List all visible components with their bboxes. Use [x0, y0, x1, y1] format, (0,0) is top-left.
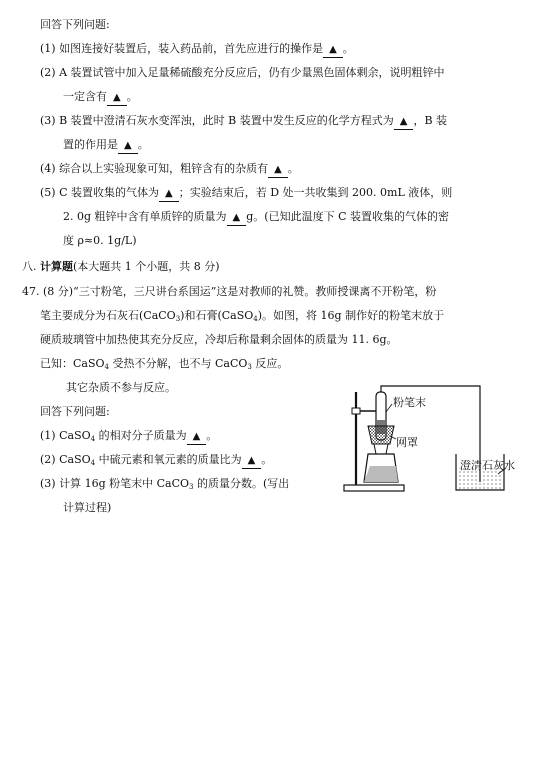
label-gauze: 网罩	[396, 436, 418, 449]
question-2-cont: 一定含有 ▲ 。	[63, 90, 138, 106]
q47-sub3: (3) 计算 16g 粉笔末中 CaCO$_3$ 的质量分数。(写出	[40, 477, 290, 491]
q47-line2: 笔主要成分为石灰石(CaCO$_3$)和石膏(CaSO$_4$)。如图，将 16g 制作好的粉笔末放于	[40, 309, 445, 323]
lamp-fuel	[364, 466, 398, 482]
question-5-cont: 2. 0g 粗锌中含有单质锌的质量为 ▲ g。(已知此温度下 C 装置收集的气体的密	[63, 210, 449, 226]
gauze-cover	[368, 426, 394, 444]
question-1: (1) 如图连接好装置后，装入药品前，首先应进行的操作是 ▲ 。	[40, 42, 354, 58]
intro-prompt: 回答下列问题:	[40, 18, 110, 31]
q47-known2: 其它杂质不参与反应。	[66, 381, 176, 394]
q47-ask: 回答下列问题:	[40, 405, 110, 418]
label-powder: 粉笔末	[393, 396, 426, 409]
q47-line1: 47. (8 分)“三寸粉笔，三尺讲台系国运”这是对教师的礼赞。教师授课离不开粉笔，粉	[22, 285, 437, 298]
q47-sub3-cont: 计算过程)	[63, 501, 112, 514]
q47-sub1: (1) CaSO$_4$ 的相对分子质量为 ▲ 。	[40, 429, 218, 443]
question-3: (3) B 装置中澄清石灰水变浑浊，此时 B 装置中发生反应的化学方程式为 ▲ ，B 装	[40, 114, 447, 130]
question-5: (5) C 装置收集的气体为 ▲ ；实验结束后，若 D 处一共收集到 200. 0mL 液体，则	[40, 186, 452, 202]
q47-known: 已知：CaSO$_4$ 受热不分解，也不与 CaCO$_3$ 反应。	[40, 357, 289, 371]
question-2: (2) A 装置试管中加入足量稀硫酸充分反应后，仍有少量黑色固体剩余，说明粗锌中	[40, 66, 445, 79]
stand-base	[344, 485, 404, 491]
apparatus-figure	[330, 382, 520, 500]
question-3-cont: 置的作用是 ▲ 。	[63, 138, 149, 154]
clamp-boss	[352, 408, 360, 414]
q47-line3: 硬质玻璃管中加热使其充分反应，冷却后称量剩余固体的质量为 11. 6g。	[40, 333, 398, 346]
section-heading: 八. 计算题(本大题共 1 个小题，共 8 分)	[22, 260, 220, 273]
lamp-neck	[374, 444, 388, 454]
question-5-cont2: 度 ρ≈0. 1g/L)	[63, 234, 137, 247]
answer-blank-triangle: ▲	[329, 44, 337, 55]
question-4: (4) 综合以上实验现象可知，粗锌含有的杂质有 ▲ 。	[40, 162, 299, 178]
label-limewater: 澄清石灰水	[460, 459, 515, 472]
q47-sub2: (2) CaSO$_4$ 中硫元素和氧元素的质量比为 ▲ 。	[40, 453, 273, 467]
